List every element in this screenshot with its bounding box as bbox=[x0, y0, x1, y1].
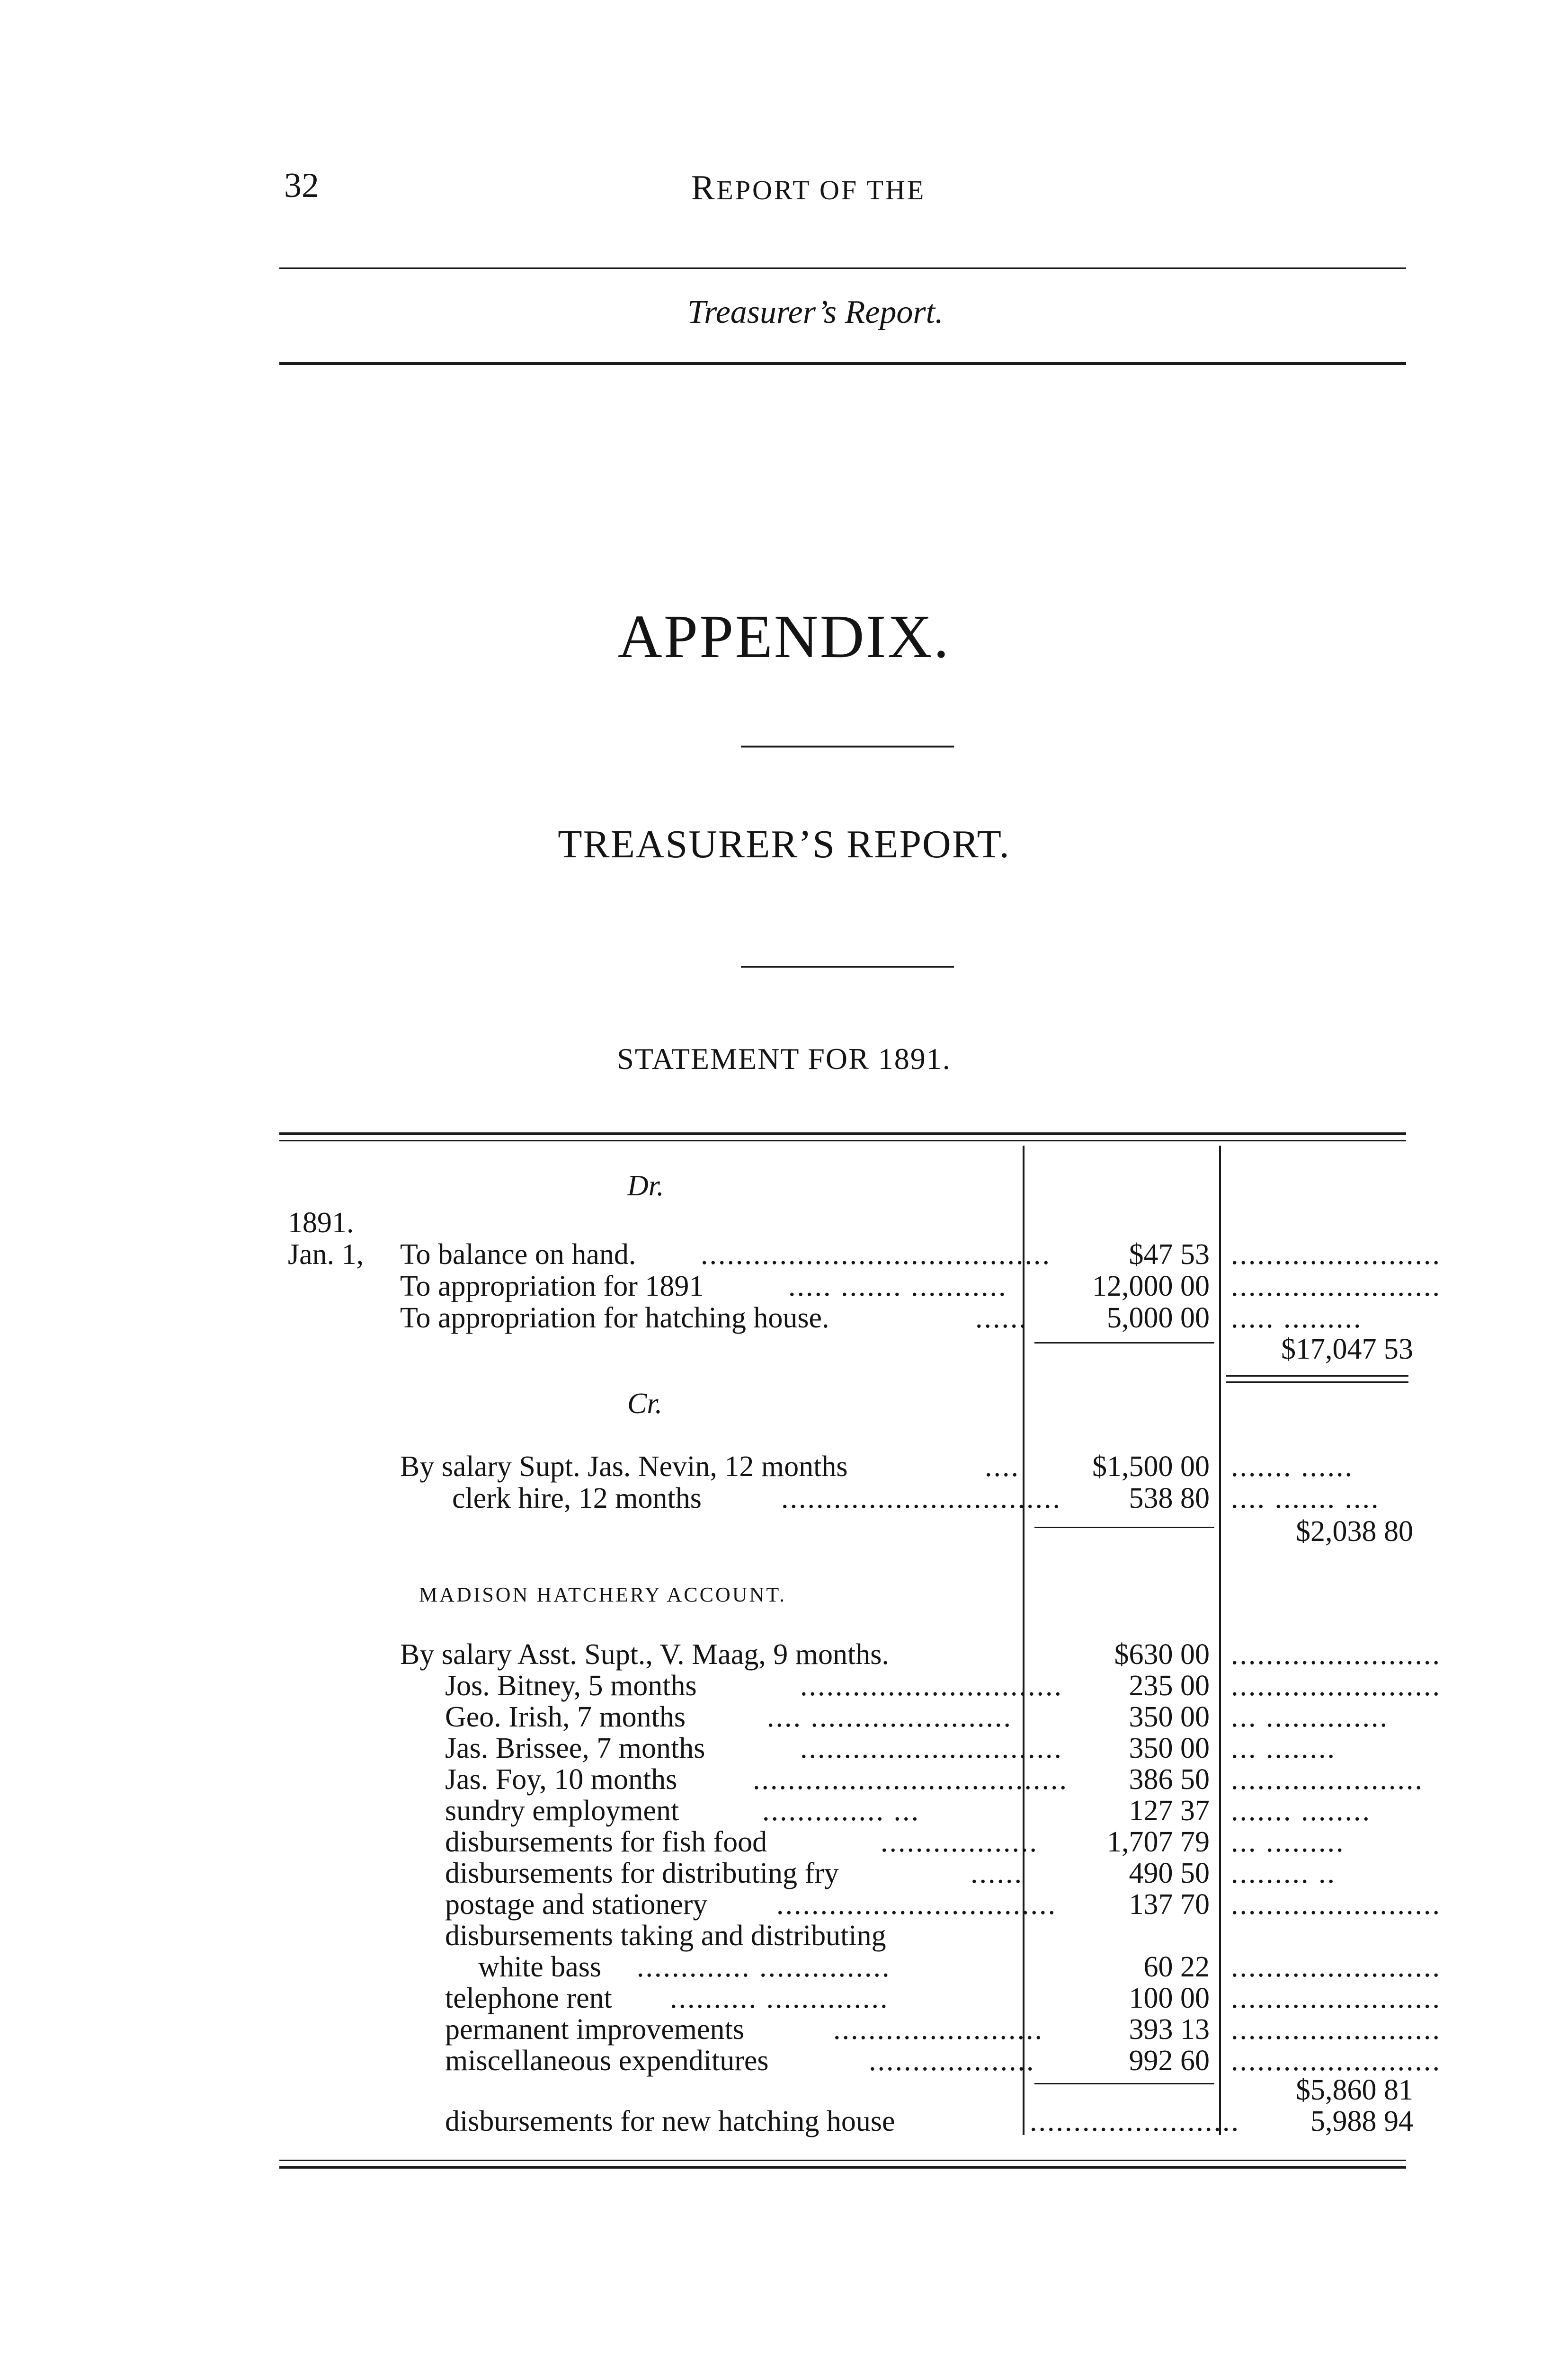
dot-leader: .... bbox=[985, 1450, 1020, 1483]
madison-text: disbursements taking and distributing bbox=[445, 1920, 886, 1952]
dot-leader: ........................ bbox=[1231, 1638, 1441, 1671]
dot-leader: ...... bbox=[975, 1302, 1028, 1334]
dot-leader: ........................ bbox=[1231, 1270, 1441, 1302]
debit-total-row bbox=[0, 1333, 1568, 1364]
dot-leader: ...................... bbox=[1231, 1763, 1424, 1796]
dot-leader: .... ....................... bbox=[767, 1701, 1012, 1733]
madison-text: postage and stationery bbox=[445, 1888, 708, 1921]
madison-amount: 1,707 79 bbox=[1107, 1826, 1210, 1858]
madison-heading-row bbox=[0, 1583, 1568, 1614]
madison-row bbox=[0, 1888, 1568, 1919]
madison-row bbox=[0, 1700, 1568, 1732]
credit-total-row bbox=[0, 1515, 1568, 1546]
debit-text: To appropriation for 1891 bbox=[400, 1270, 704, 1302]
madison-text: white bass bbox=[478, 1951, 602, 1983]
madison-amount: 350 00 bbox=[1129, 1732, 1210, 1764]
dot-leader: ........................................ bbox=[701, 1238, 1051, 1271]
dot-leader: ..... ......... bbox=[1231, 1302, 1363, 1334]
ledger-date: Jan. 1, bbox=[288, 1238, 364, 1271]
dot-leader: ........................ bbox=[1231, 1951, 1441, 1983]
dot-leader: ........................ bbox=[1231, 2045, 1441, 2077]
credit-row-2 bbox=[0, 1482, 1568, 1513]
treasurers-divider bbox=[741, 966, 954, 968]
dot-leader: ............. ............... bbox=[637, 1951, 891, 1983]
table-rule-bottom-2 bbox=[279, 2166, 1406, 2169]
dot-leader: .................. bbox=[881, 1826, 1038, 1858]
credit-amount: $1,500 00 bbox=[1092, 1450, 1210, 1483]
madison-text: Geo. Irish, 7 months bbox=[445, 1701, 686, 1733]
dot-leader: .............................. bbox=[800, 1732, 1063, 1764]
debit-row-3 bbox=[0, 1301, 1568, 1333]
dot-leader: ...... bbox=[971, 1857, 1023, 1889]
total-double-rule-1a bbox=[1226, 1375, 1408, 1377]
dr-label: Dr. bbox=[627, 1170, 664, 1202]
madison-row bbox=[0, 1732, 1568, 1763]
madison-row bbox=[0, 1794, 1568, 1825]
madison-text: sundry employment bbox=[445, 1795, 679, 1827]
debit-row-2 bbox=[0, 1270, 1568, 1301]
madison-amount: 235 00 bbox=[1129, 1670, 1210, 1702]
madison-amount: 100 00 bbox=[1129, 1982, 1210, 2014]
dot-leader: ... .............. bbox=[1231, 1701, 1389, 1733]
madison-text: Jas. Brissee, 7 months bbox=[445, 1732, 705, 1764]
new-house-row bbox=[0, 2105, 1568, 2136]
dot-leader: .............. ... bbox=[762, 1795, 920, 1827]
running-title-rest: EPORT OF THE bbox=[716, 175, 926, 205]
madison-row bbox=[0, 1950, 1568, 1982]
dot-leader: ........................ bbox=[1231, 1982, 1441, 2014]
debit-amount: 12,000 00 bbox=[1092, 1270, 1210, 1302]
dot-leader: ........................ bbox=[1231, 1238, 1441, 1271]
treasurers-report-title: TREASURER’S REPORT. bbox=[558, 822, 1010, 866]
madison-total: $5,860 81 bbox=[1296, 2074, 1413, 2106]
table-rule-top-2 bbox=[279, 1140, 1406, 1141]
appendix-divider bbox=[741, 746, 954, 747]
dot-leader: ........................ bbox=[1231, 1670, 1441, 1702]
madison-text: permanent improvements bbox=[445, 2013, 744, 2046]
madison-amount: 137 70 bbox=[1129, 1888, 1210, 1921]
madison-heading: MADISON HATCHERY ACCOUNT. bbox=[419, 1583, 786, 1606]
madison-row bbox=[0, 1919, 1568, 1950]
dot-leader: ........................ bbox=[833, 2013, 1043, 2046]
dot-leader: ........................ bbox=[1030, 2105, 1240, 2137]
table-rule-bottom-1 bbox=[279, 2160, 1406, 2161]
dot-leader: .... ....... .... bbox=[1231, 1482, 1380, 1514]
debit-total: $17,047 53 bbox=[1281, 1333, 1413, 1365]
madison-amount: $630 00 bbox=[1114, 1638, 1210, 1671]
cr-row bbox=[0, 1387, 1568, 1418]
dot-leader: ................................ bbox=[781, 1482, 1061, 1514]
madison-text: Jas. Foy, 10 months bbox=[445, 1763, 677, 1796]
page-number: 32 bbox=[284, 166, 319, 205]
madison-amount: 60 22 bbox=[1143, 1951, 1210, 1983]
debit-text: To appropriation for hatching house. bbox=[400, 1302, 829, 1334]
debit-row-1 bbox=[0, 1238, 1568, 1269]
madison-row bbox=[0, 1857, 1568, 1888]
credit-row-1 bbox=[0, 1450, 1568, 1481]
madison-row bbox=[0, 1669, 1568, 1700]
madison-row bbox=[0, 1982, 1568, 2013]
cr-label: Cr. bbox=[627, 1388, 663, 1420]
madison-amount: 386 50 bbox=[1129, 1763, 1210, 1796]
appendix-title: APPENDIX. bbox=[617, 603, 951, 671]
madison-row bbox=[0, 2044, 1568, 2075]
madison-amount: 127 37 bbox=[1129, 1795, 1210, 1827]
madison-amount: 992 60 bbox=[1129, 2045, 1210, 2077]
madison-row bbox=[0, 1763, 1568, 1794]
madison-text: miscellaneous expenditures bbox=[445, 2045, 769, 2077]
dot-leader: ... ......... bbox=[1231, 1826, 1345, 1858]
dot-leader: ......... .. bbox=[1231, 1857, 1336, 1889]
dot-leader: ................................ bbox=[776, 1888, 1057, 1921]
ledger-year: 1891. bbox=[288, 1207, 354, 1239]
credit-total: $2,038 80 bbox=[1296, 1515, 1413, 1548]
credit-text: By salary Supt. Jas. Nevin, 12 months bbox=[400, 1450, 848, 1483]
madison-amount: 350 00 bbox=[1129, 1701, 1210, 1733]
running-title-initial: R bbox=[691, 169, 717, 207]
madison-text: Jos. Bitney, 5 months bbox=[445, 1670, 697, 1702]
new-house-amount: 5,988 94 bbox=[1310, 2105, 1413, 2137]
madison-text: telephone rent bbox=[445, 1982, 612, 2014]
dot-leader: ..... ....... ........... bbox=[788, 1270, 1007, 1302]
madison-text: disbursements for distributing fry bbox=[445, 1857, 839, 1889]
madison-row bbox=[0, 2013, 1568, 2044]
madison-text: disbursements for fish food bbox=[445, 1826, 767, 1858]
new-house-text: disbursements for new hatching house bbox=[445, 2105, 895, 2137]
dot-leader: ........................ bbox=[1231, 1888, 1441, 1921]
table-rule-top-1 bbox=[279, 1132, 1406, 1135]
madison-total-row bbox=[0, 2073, 1568, 2105]
dot-leader: ........................ bbox=[1231, 2013, 1441, 2046]
running-title bbox=[691, 168, 926, 208]
madison-amount: 393 13 bbox=[1129, 2013, 1210, 2046]
debit-amount: 5,000 00 bbox=[1107, 1302, 1210, 1334]
dot-leader: ... ........ bbox=[1231, 1732, 1336, 1764]
header-rule-top bbox=[279, 267, 1406, 269]
credit-amount: 538 80 bbox=[1129, 1482, 1210, 1514]
dot-leader: .............................. bbox=[800, 1670, 1063, 1702]
statement-title: STATEMENT FOR 1891. bbox=[617, 1042, 951, 1076]
madison-amount: 490 50 bbox=[1129, 1857, 1210, 1889]
dot-leader: ....... ........ bbox=[1231, 1795, 1371, 1827]
dot-leader: .......... .............. bbox=[670, 1982, 889, 2014]
dot-leader: ................... bbox=[869, 2045, 1035, 2077]
dr-row bbox=[0, 1169, 1568, 1201]
credit-text: clerk hire, 12 months bbox=[452, 1482, 702, 1514]
debit-text: To balance on hand. bbox=[400, 1238, 636, 1271]
year-row bbox=[0, 1206, 1568, 1237]
dot-leader: ....... ...... bbox=[1231, 1450, 1354, 1483]
debit-amount: $47 53 bbox=[1129, 1238, 1210, 1271]
dot-leader: .................................... bbox=[753, 1763, 1068, 1796]
madison-row bbox=[0, 1825, 1568, 1857]
total-double-rule-1b bbox=[1226, 1381, 1408, 1383]
madison-text: By salary Asst. Supt., V. Maag, 9 months. bbox=[400, 1638, 889, 1671]
madison-row bbox=[0, 1638, 1568, 1669]
section-subtitle: Treasurer’s Report. bbox=[687, 294, 944, 330]
header-rule-bottom bbox=[279, 362, 1406, 365]
